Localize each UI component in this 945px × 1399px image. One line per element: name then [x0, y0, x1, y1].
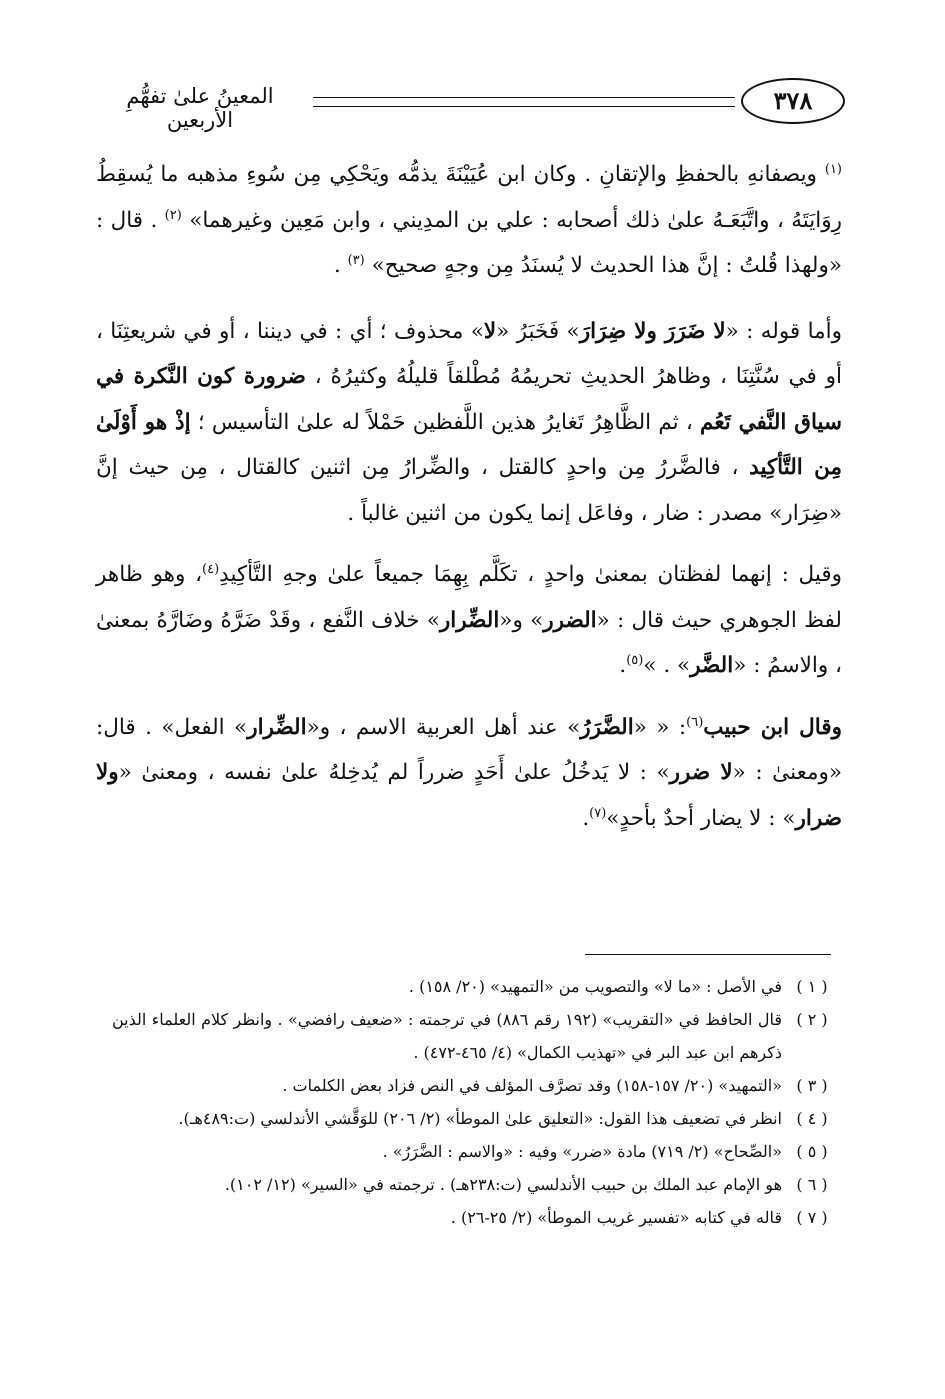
book-title: المعينُ علىٰ تفهُّمِ الأربعين [126, 84, 274, 132]
footnote-2 [112, 1003, 842, 1069]
footnote-text: هو الإمام عبد الملك بن حبيب الأندلسي (ت:٢٣٨هـ) . ترجمته في «السير» (١٢/ ١٠٢). [224, 1175, 782, 1194]
footnote-text: قاله في كتابه «تفسير غريب الموطأ» (٢/ ٢٥-٢٦) . [450, 1208, 782, 1227]
paragraph-2-tail: ، فالضَّررُ مِن واحدٍ كالقتل ، والضِّرارُ مِن اثنين كالقتال ، مِن حيث إنَّ «ضِرَار» مصدر : ضار ، وفاعَل إنما يكون من اثنين غالباً . [96, 455, 842, 526]
footnote-ref-3: (٣) [347, 252, 365, 268]
paragraph-3-bold-3: الضَّر [690, 653, 734, 678]
header-double-rule [313, 97, 735, 107]
footnotes [112, 970, 842, 1234]
footnote-number: ( ٤ ) [796, 1109, 828, 1128]
paragraph-2-mid2: » محذوف ؛ أي : في ديننا ، أو في شريعتِنَا ، أو في سُنَّتِنَا ، وظاهرُ الحديثِ تحريمُهُ مُطْلقاً قليلُهُ وكثيرُهُ ، [96, 318, 843, 389]
footnote-number: ( ٧ ) [796, 1208, 828, 1227]
paragraph-4-bold-2: الضِّرار [247, 714, 307, 740]
paragraph-4-mid1: » عند أهل العربية الاسم ، و« [306, 714, 581, 740]
paragraph-2-bold-1: ضرورة كون النَّكرة في سياق النَّفي تَعُم [96, 364, 842, 435]
paragraph-3-lead: وقيل : إنهما لفظتان بمعنىٰ واحدٍ ، تكَلَّم بِهِمَا جميعاً علىٰ وجهِ التَّأكِيدِ [219, 562, 842, 587]
footnote-7 [112, 1201, 842, 1234]
negation-quote: لا [483, 318, 497, 344]
paragraph-3-end: . [619, 653, 627, 678]
footnote-4 [112, 1102, 842, 1135]
main-text [96, 152, 842, 857]
paragraph-3-mid3: » خلاف النَّفع ، وقَدْ ضَرَّهُ وضَارَّهُ بمعنىٰ ، والاسمُ : « [96, 607, 842, 678]
footnote-ref-1: (١) [824, 161, 842, 177]
paragraph-4-mid4: » : لا يضار أحدٌ بأحدٍ» [606, 805, 796, 831]
paragraph-1-text: ويصفانهِ بالحفظِ والإتقانِ . وكان ابن عُيَيْنَةَ يذمُّه ويَحْكِي مِن سُوءِ مذهبه ما يُسقِطُ رِوَايَتَهُ ، واتَّبَعَـهُ علىٰ ذلك أصحابه : علي بن المدِيني ، وابن مَعِين وغيرهما» [96, 162, 842, 233]
footnote-number: ( ٣ ) [796, 1076, 828, 1095]
footnote-ref-6: (٦) [686, 714, 704, 730]
footnote-number: ( ٢ ) [796, 1010, 828, 1029]
footnote-text: «الصِّحاح» (٢/ ٧١٩) مادة «ضرر» وفيه : «والاسم : الضَّرَرُ» . [382, 1142, 782, 1161]
paragraph-4-bold-1: الضَّرَرُ [580, 714, 634, 740]
paragraph-2-mid3: ، ثم الظَّاهِرُ تَغايرُ هذين اللَّفظين حَمْلاً له علىٰ التأسيس ؛ [190, 409, 701, 435]
footnote-number: ( ١ ) [796, 977, 828, 996]
paragraph-4-lead: وقال ابن حبيب [703, 714, 842, 740]
footnote-text: انظر في تضعيف هذا القول: «التعليق علىٰ الموطأ» (٢/ ٢٠٦) للوَقَّشي الأندلسي (ت:٤٨٩هـ). [178, 1109, 782, 1128]
page-number: ٣٧٨ [741, 78, 845, 124]
paragraph-1-end: . [333, 253, 341, 278]
footnote-number: ( ٥ ) [796, 1142, 828, 1161]
footnote-1 [112, 970, 842, 1003]
paragraph-2 [96, 309, 842, 537]
footnote-3 [112, 1069, 842, 1102]
paragraph-3-mid2: » و« [499, 607, 544, 633]
footnote-ref-2: (٢) [164, 207, 182, 223]
paragraph-3-mid1: ، وهو ظاهر لفظ الجوهري حيث قال : « [96, 562, 842, 633]
paragraph-2-lead: وأما قوله : « [725, 318, 842, 344]
page-header [95, 78, 845, 132]
paragraph-4-mid0: : « « [633, 714, 687, 740]
paragraph-4-bold-4: ولا ضرار [96, 760, 842, 831]
paragraph-2-bold-2: إذْ هو أَوْلَىٰ مِن التَّأكِيد [96, 409, 842, 480]
footnote-5 [112, 1135, 842, 1168]
paragraph-1-text-2: . قال : «ولهذا قُلتُ : إنَّ هذا الحديث لا يُسنَدُ مِن وجهٍ صحيح» [96, 207, 842, 278]
footnote-separator [585, 954, 831, 955]
footnote-ref-4: (٤) [202, 561, 220, 577]
footnote-text: قال الحافظ في «التقريب» (١٩٢ رقم ٨٨٦) في ترجمته : «ضعيف رافضي» . وانظر كلام العلماء الذين ذكرهم ابن عبد البر في «تهذيب الكمال» (٤/ ٤٦٥-٤٧٢) . [112, 1010, 782, 1062]
footnote-number: ( ٦ ) [796, 1175, 828, 1194]
footnote-ref-7: (٧) [589, 805, 607, 821]
paragraph-4-mid3: » : لا يَدخُلُ علىٰ أَحَدٍ ضرراً لم يُدخِلهُ علىٰ نفسه ، ومعنىٰ « [118, 760, 670, 785]
paragraph-3 [96, 552, 842, 689]
paragraph-4-end: . [582, 805, 590, 831]
footnote-6 [112, 1168, 842, 1201]
footnote-text: «التمهيد» (٢٠/ ١٥٧-١٥٨) وقد تصرَّف المؤلف في النص فزاد بعض الكلمات . [282, 1076, 782, 1095]
hadith-quote: لا ضَرَرَ ولا ضِرَارَ [579, 318, 726, 344]
paragraph-3-bold-1: الضرر [543, 607, 597, 633]
paragraph-3-bold-2: الضِّرار [439, 607, 500, 633]
paragraph-1 [96, 152, 842, 289]
paragraph-4-bold-3: لا ضرر [669, 760, 733, 785]
paragraph-3-mid4: » . » [643, 653, 691, 678]
footnote-text: في الأصل : «ما لا» والتصويب من «التمهيد» (٢٠/ ١٥٨) . [408, 977, 782, 996]
footnote-ref-5: (٥) [626, 652, 644, 668]
paragraph-2-mid1: » فَخَبَرُ « [496, 318, 580, 344]
paragraph-4 [96, 705, 842, 842]
paragraph-4-mid2: » الفعل» . قال: «ومعنىٰ : « [96, 714, 842, 785]
